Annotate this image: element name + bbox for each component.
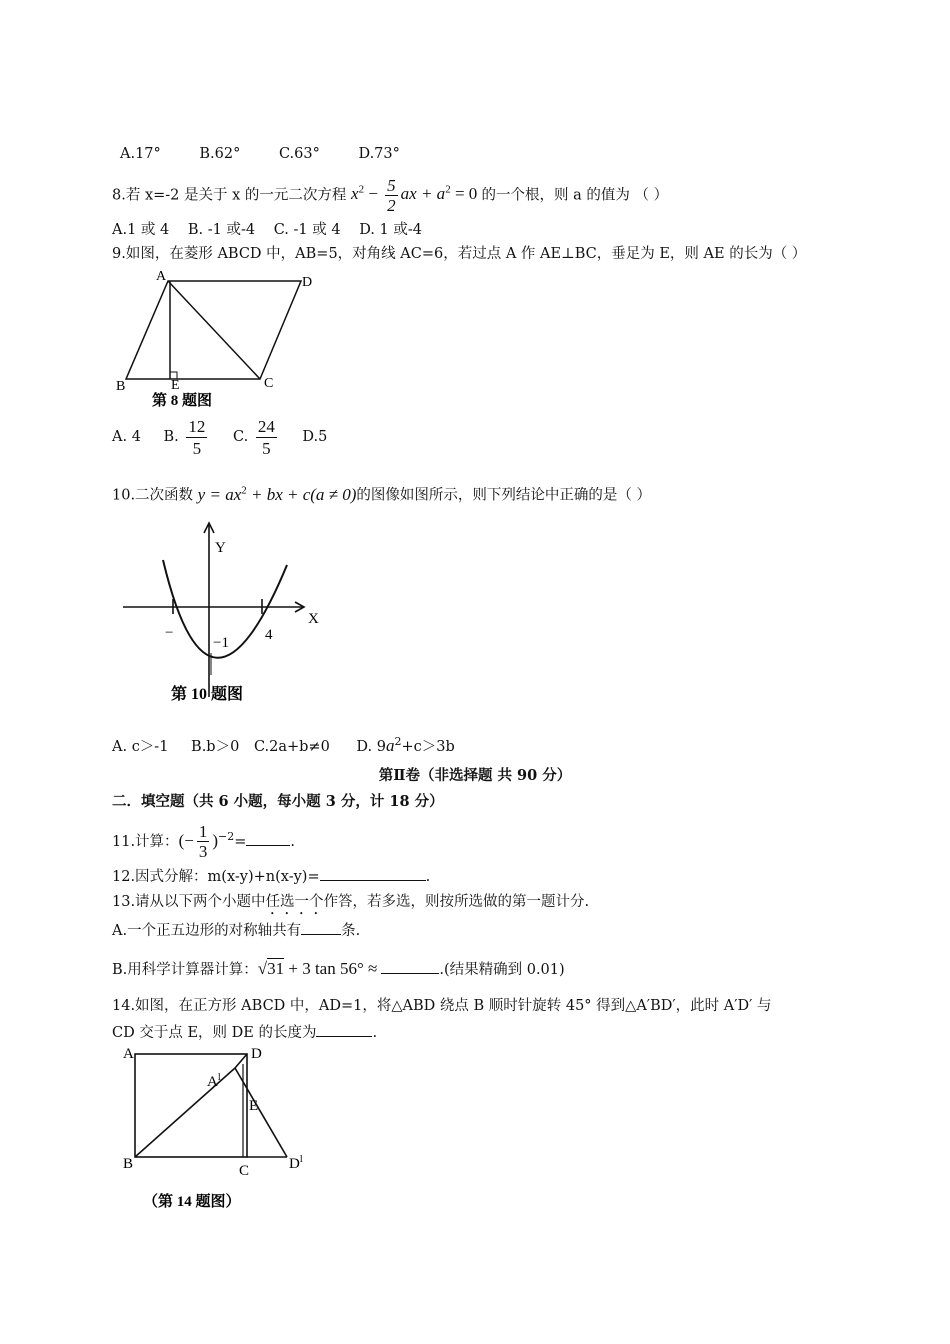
q12-question: 12.因式分解：m(x-y)+n(x-y)= . xyxy=(112,866,430,887)
q8-option-a: A.1 或 4 xyxy=(112,222,170,238)
q8-option-d: D. 1 或-4 xyxy=(359,222,422,238)
label-a: A xyxy=(156,269,167,284)
section-title: 第Ⅱ卷（非选择题 共 90 分） xyxy=(378,767,572,784)
q11-question: 11.计算：(− $\frac{1}{3}$ )$^{-2}$= . xyxy=(112,822,295,862)
label-a: A xyxy=(123,1046,134,1062)
diagonal-ac xyxy=(168,281,260,379)
label-d-prime: $D^l$ xyxy=(289,1154,303,1172)
q7-option-b: B.62° xyxy=(199,146,241,162)
q9-option-b: B. $\frac{12}{5}$ xyxy=(163,416,206,458)
q8-fraction: $\frac{5}{2}$ xyxy=(387,176,396,215)
label-d: D xyxy=(251,1046,262,1062)
q10-caption: 第 10 题图 xyxy=(171,686,244,703)
label-c: C xyxy=(239,1163,250,1179)
segment-a1d xyxy=(235,1054,247,1068)
q14-question-line1: 14.如图，在正方形 ABCD 中，AD=1，将△ABD 绕点 B 顺时针旋转 45° 得到△A′BD′，此时 A′D′ 与 xyxy=(112,998,772,1014)
right-root-label: 4 xyxy=(265,627,273,643)
x-axis-label: X xyxy=(308,611,319,627)
q7-options xyxy=(120,144,434,164)
q10-option-a: A. c＞-1 xyxy=(112,738,169,755)
y-axis-label: Y xyxy=(215,540,226,556)
label-d: D xyxy=(302,275,313,290)
q9-option-d: D.5 xyxy=(302,429,328,445)
label-a-prime: $A^l$ xyxy=(207,1072,221,1090)
q10-options xyxy=(112,732,455,757)
q14-square-figure xyxy=(115,1044,330,1214)
q10-parabola-figure xyxy=(115,515,335,710)
q14-caption: （第 14 题图） xyxy=(143,1194,241,1210)
section-heading: 二．填空题（共 6 小题，每小题 3 分，计 18 分） xyxy=(112,793,444,810)
label-c: C xyxy=(264,376,274,391)
q13-question: 13.请从以下两个小题中任选一个作答，若多选，则按所选做的第一题计分. xyxy=(112,894,590,910)
q9-caption: 第 8 题图 xyxy=(152,393,213,409)
q13-emphasis: 任选一个 xyxy=(265,894,324,910)
q11-answer-blank[interactable] xyxy=(246,831,290,846)
label-e: E xyxy=(171,378,180,393)
q8-question xyxy=(112,176,668,215)
q7-option-c: C.63° xyxy=(278,146,320,162)
q10-option-d: D. $9a^2+c>3b$ xyxy=(356,735,455,755)
q14-answer-blank[interactable] xyxy=(316,1022,372,1037)
q9-option-c: C. $\frac{24}{5}$ xyxy=(233,416,275,458)
q9-options xyxy=(112,414,327,462)
sqrt-radicand: 31 xyxy=(267,959,285,978)
q13b-answer-blank[interactable] xyxy=(381,959,439,974)
q8-option-b: B. -1 或-4 xyxy=(187,222,256,238)
q10-equation: $y = ax^2$ + bx + c(a ≠ 0) xyxy=(197,484,357,504)
q10-question: 10.二次函数 $y = ax^2$ + bx + c(a ≠ 0)的图像如图所示，则下列结论中正确的是（ ） xyxy=(112,484,652,504)
q8-suffix: 的一个根，则 a 的值为 （ ） xyxy=(481,187,669,204)
q9-question: 9.如图，在菱形 ABCD 中，AB=5，对角线 AC=6，若过点 A 作 AE⊥BC，垂足为 E，则 AE 的长为（ ） xyxy=(112,246,807,262)
q8-equation: $x^2$ − $\frac{5}{2}$ ax + $a^2 = 0$ xyxy=(351,176,478,215)
q8-options xyxy=(112,220,456,240)
q13a-answer-blank[interactable] xyxy=(301,920,341,935)
q9-option-a: A. 4 xyxy=(112,429,141,445)
left-root-label: − xyxy=(165,625,174,641)
label-e: E xyxy=(249,1098,259,1114)
q7-option-d: D.73° xyxy=(358,146,400,162)
q9-rhombus-figure xyxy=(108,268,328,414)
q12-answer-blank[interactable] xyxy=(320,866,426,881)
label-b: B xyxy=(116,379,126,394)
q10-option-b: B.b＞0 xyxy=(191,738,240,755)
q13-part-b: B.用科学计算器计算：√31 + 3 tan 56° ≈ .(结果精确到 0.01) xyxy=(112,959,565,978)
q13-part-a: A.一个正五边形的对称轴共有 条. xyxy=(112,920,360,941)
q7-option-a: A.17° xyxy=(120,146,161,162)
vertex-x-label: −1 xyxy=(213,635,229,651)
q10-option-c: C.2a+b≠0 xyxy=(253,738,330,755)
q8-prefix: 8.若 x=-2 是关于 x 的一元二次方程 xyxy=(112,187,347,204)
q14-question-line2: CD 交于点 E，则 DE 的长度为 . xyxy=(112,1022,377,1043)
q8-option-c: C. -1 或 4 xyxy=(273,222,341,238)
label-b: B xyxy=(123,1156,134,1172)
